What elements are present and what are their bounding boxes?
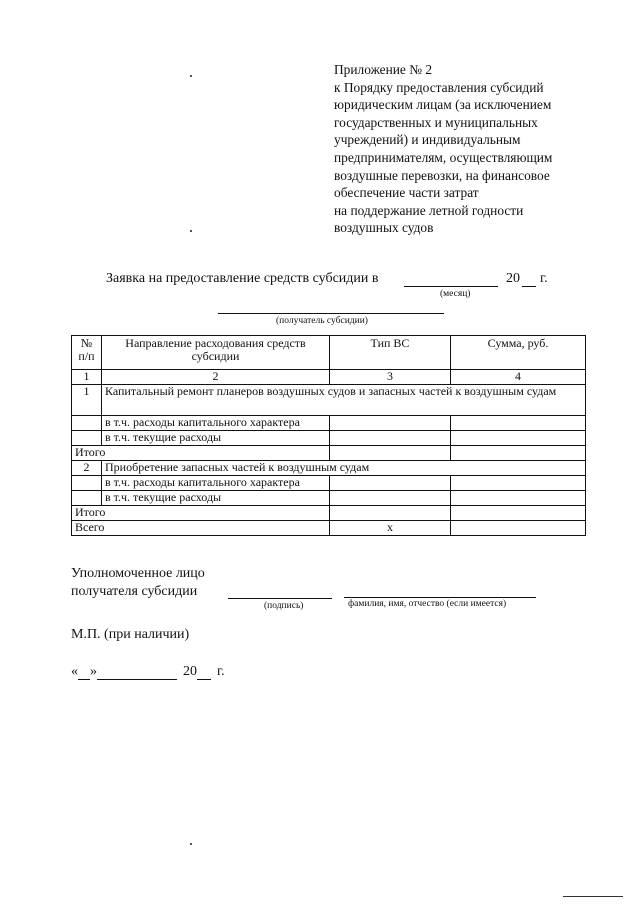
- empty-cell: [72, 491, 102, 506]
- day-blank: [78, 665, 90, 680]
- appendix-line: Приложение № 2: [334, 62, 433, 77]
- appendix-header: [334, 61, 624, 237]
- appendix-line: предпринимателям, осуществляющим: [334, 149, 553, 165]
- table-row: [72, 521, 586, 536]
- empty-cell: [72, 431, 102, 446]
- empty-cell: [72, 416, 102, 431]
- signatory-line-2: получателя субсидии: [71, 584, 198, 599]
- header-amount: Сумма, руб.: [451, 336, 586, 370]
- scan-speck: [190, 75, 192, 77]
- year-suffix: г.: [540, 271, 548, 286]
- year-blank: [522, 286, 536, 287]
- col-number-3: 3: [330, 370, 451, 385]
- date-line: [71, 664, 225, 680]
- recipient-blank: [218, 313, 444, 314]
- appendix-line: воздушные перевозки, на финансовое: [334, 167, 550, 183]
- appendix-line: учреждений) и индивидуальным: [334, 132, 521, 148]
- appendix-line: государственных и муниципальных: [334, 114, 538, 130]
- table-row: [72, 476, 586, 491]
- year-prefix: 20: [506, 271, 520, 286]
- recipient-caption: (получатель субсидии): [276, 316, 368, 326]
- header-number: № п/п: [72, 336, 102, 370]
- col-number-2: 2: [102, 370, 330, 385]
- row-label: в т.ч. текущие расходы: [102, 431, 330, 446]
- row-label: в т.ч. расходы капитального характера: [102, 476, 330, 491]
- subsidy-table: [71, 335, 586, 536]
- month-blank: [97, 665, 177, 680]
- stamp-label: М.П. (при наличии): [71, 627, 190, 642]
- header-aircraft-type: Тип ВС: [330, 336, 451, 370]
- date-year-suffix: г.: [217, 664, 225, 679]
- row-label: в т.ч. текущие расходы: [102, 491, 330, 506]
- name-blank: [344, 597, 536, 598]
- empty-cell: [330, 446, 451, 461]
- table-row: [72, 385, 586, 416]
- empty-cell: [451, 431, 586, 446]
- appendix-line: к Порядку предоставления субсидий: [334, 79, 544, 95]
- empty-cell: [330, 416, 451, 431]
- section-title: Капитальный ремонт планеров воздушных судов и запасных частей к воздушным судам: [102, 385, 586, 416]
- empty-cell: [451, 476, 586, 491]
- date-close-quote: »: [90, 664, 97, 679]
- appendix-line: юридическим лицам (за исключением: [334, 97, 552, 113]
- request-title-text: Заявка на предоставление средств субсидии в: [106, 271, 379, 286]
- row-label: в т.ч. расходы капитального характера: [102, 416, 330, 431]
- appendix-line: обеспечение части затрат: [334, 185, 479, 201]
- scan-speck: [190, 230, 192, 232]
- name-caption: фамилия, имя, отчество (если имеется): [348, 599, 507, 609]
- empty-cell: [451, 491, 586, 506]
- signature-blank: [228, 598, 332, 599]
- empty-cell: [330, 476, 451, 491]
- grand-total-mark: х: [330, 521, 451, 536]
- signatory-line-1: Уполномоченное лицо: [71, 566, 205, 581]
- table-row: [72, 461, 586, 476]
- signatory-label: [71, 565, 205, 601]
- date-open-quote: «: [71, 664, 78, 679]
- month-blank: [404, 286, 498, 287]
- grand-total-label: Всего: [72, 521, 330, 536]
- appendix-line: на поддержание летной годности: [334, 202, 524, 218]
- col-number-4: 4: [451, 370, 586, 385]
- empty-cell: [330, 491, 451, 506]
- table-row: [72, 431, 586, 446]
- date-year-prefix: 20: [183, 664, 197, 679]
- scan-speck: [190, 843, 192, 845]
- section-number: 2: [72, 461, 102, 476]
- subtotal-label: Итого: [72, 446, 330, 461]
- table-row: [72, 491, 586, 506]
- section-title: Приобретение запасных частей к воздушным судам: [102, 461, 586, 476]
- empty-cell: [451, 446, 586, 461]
- column-numbers-row: [72, 370, 586, 385]
- scan-edge-mark: [563, 896, 623, 897]
- signature-caption: (подпись): [264, 601, 304, 611]
- table-row: [72, 506, 586, 521]
- section-number: 1: [72, 385, 102, 416]
- subtotal-label: Итого: [72, 506, 330, 521]
- table-header-row: [72, 336, 586, 370]
- table-row: [72, 416, 586, 431]
- month-caption: (месяц): [440, 289, 471, 299]
- table-row: [72, 446, 586, 461]
- empty-cell: [330, 506, 451, 521]
- empty-cell: [72, 476, 102, 491]
- appendix-line: воздушных судов: [334, 220, 434, 236]
- year-blank: [197, 665, 211, 680]
- empty-cell: [330, 431, 451, 446]
- empty-cell: [451, 506, 586, 521]
- empty-cell: [451, 521, 586, 536]
- header-direction: Направление расходования средств субсидии: [102, 336, 330, 370]
- empty-cell: [451, 416, 586, 431]
- col-number-1: 1: [72, 370, 102, 385]
